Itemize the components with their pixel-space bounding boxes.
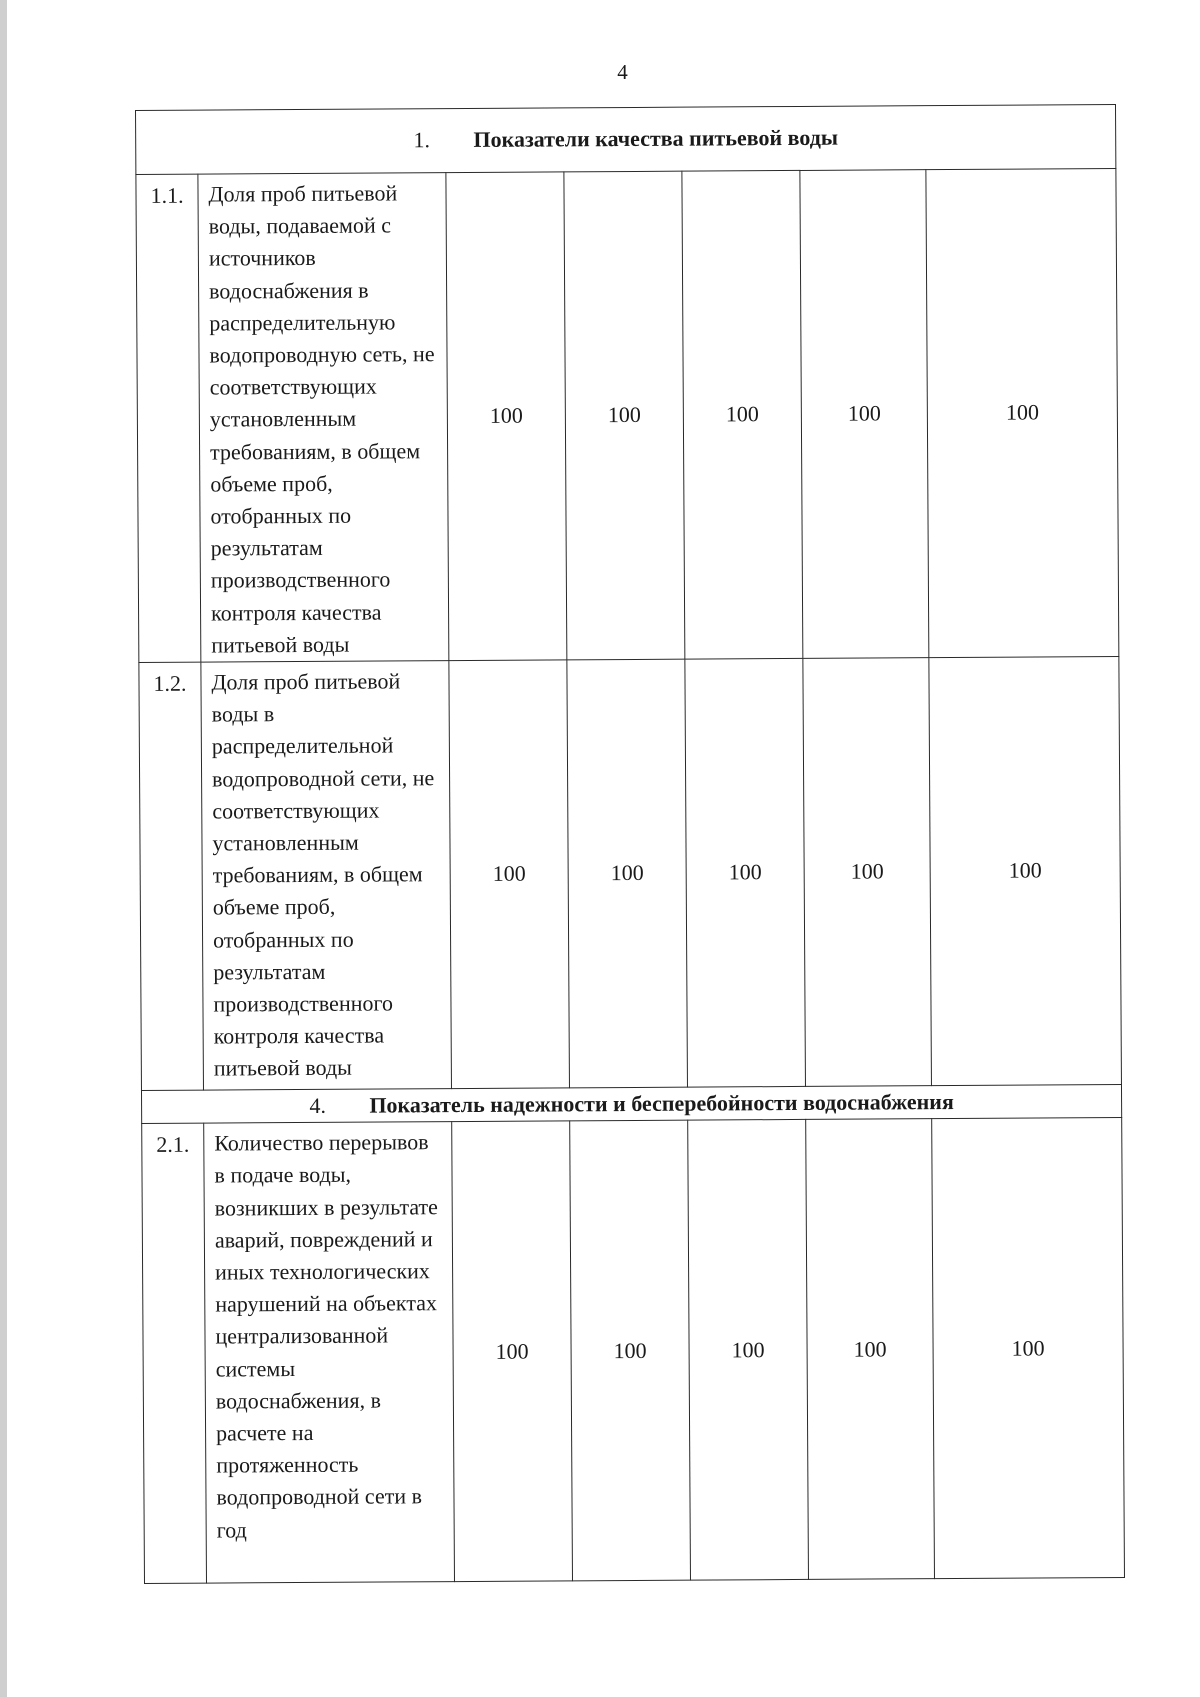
value-cell: 100 — [682, 170, 803, 659]
value-cell: 100 — [929, 657, 1122, 1086]
section-title: Показатель надежности и бесперебойности водоснабжения — [369, 1089, 954, 1118]
indicators-table — [135, 104, 1125, 1584]
value-cell: 100 — [452, 1121, 573, 1582]
value-cell: 100 — [567, 659, 688, 1088]
table-row — [136, 169, 1119, 663]
table-row — [142, 1118, 1125, 1584]
value-cell: 100 — [926, 169, 1119, 658]
value-cell: 100 — [688, 1120, 809, 1581]
section-title: Показатели качества питьевой воды — [473, 125, 839, 153]
table-row — [139, 657, 1122, 1091]
page-number: 4 — [617, 60, 628, 84]
row-description: Доля проб питьевой воды в распределительной водопроводной сети, не соответствующих установленным требованиям, в общем объеме проб, отобранных по результатам производственного контроля качества питьевой воды — [201, 661, 452, 1091]
section-number: 1. — [413, 127, 431, 153]
row-number: 2.1. — [142, 1123, 207, 1583]
row-description: Количество перерывов в подаче воды, возникших в результате аварий, повреждений и иных технологических нарушений на объектах централизованной системы водоснабжения, в расчете на протяженность водопроводной сети в год — [204, 1122, 455, 1584]
row-number: 1.1. — [136, 174, 201, 662]
value-cell: 100 — [800, 170, 929, 659]
section-header-row — [136, 105, 1116, 175]
value-cell: 100 — [685, 658, 806, 1087]
value-cell: 100 — [806, 1119, 935, 1580]
value-cell: 100 — [449, 660, 570, 1089]
document-page — [135, 104, 1124, 1584]
section-header — [136, 105, 1116, 175]
value-cell: 100 — [803, 658, 932, 1087]
row-number: 1.2. — [139, 662, 204, 1090]
section-number: 4. — [309, 1092, 326, 1118]
row-description: Доля проб питьевой воды, подаваемой с источников водоснабжения в распределительную водопроводную сеть, не соответствующих установленным требованиям, в общем объеме проб, отобранных по результатам производственного контроля качества питьевой воды — [198, 173, 449, 663]
value-cell: 100 — [446, 172, 567, 661]
value-cell: 100 — [570, 1120, 691, 1581]
value-cell: 100 — [564, 171, 685, 660]
value-cell: 100 — [932, 1118, 1125, 1579]
scan-left-edge — [0, 0, 7, 1697]
